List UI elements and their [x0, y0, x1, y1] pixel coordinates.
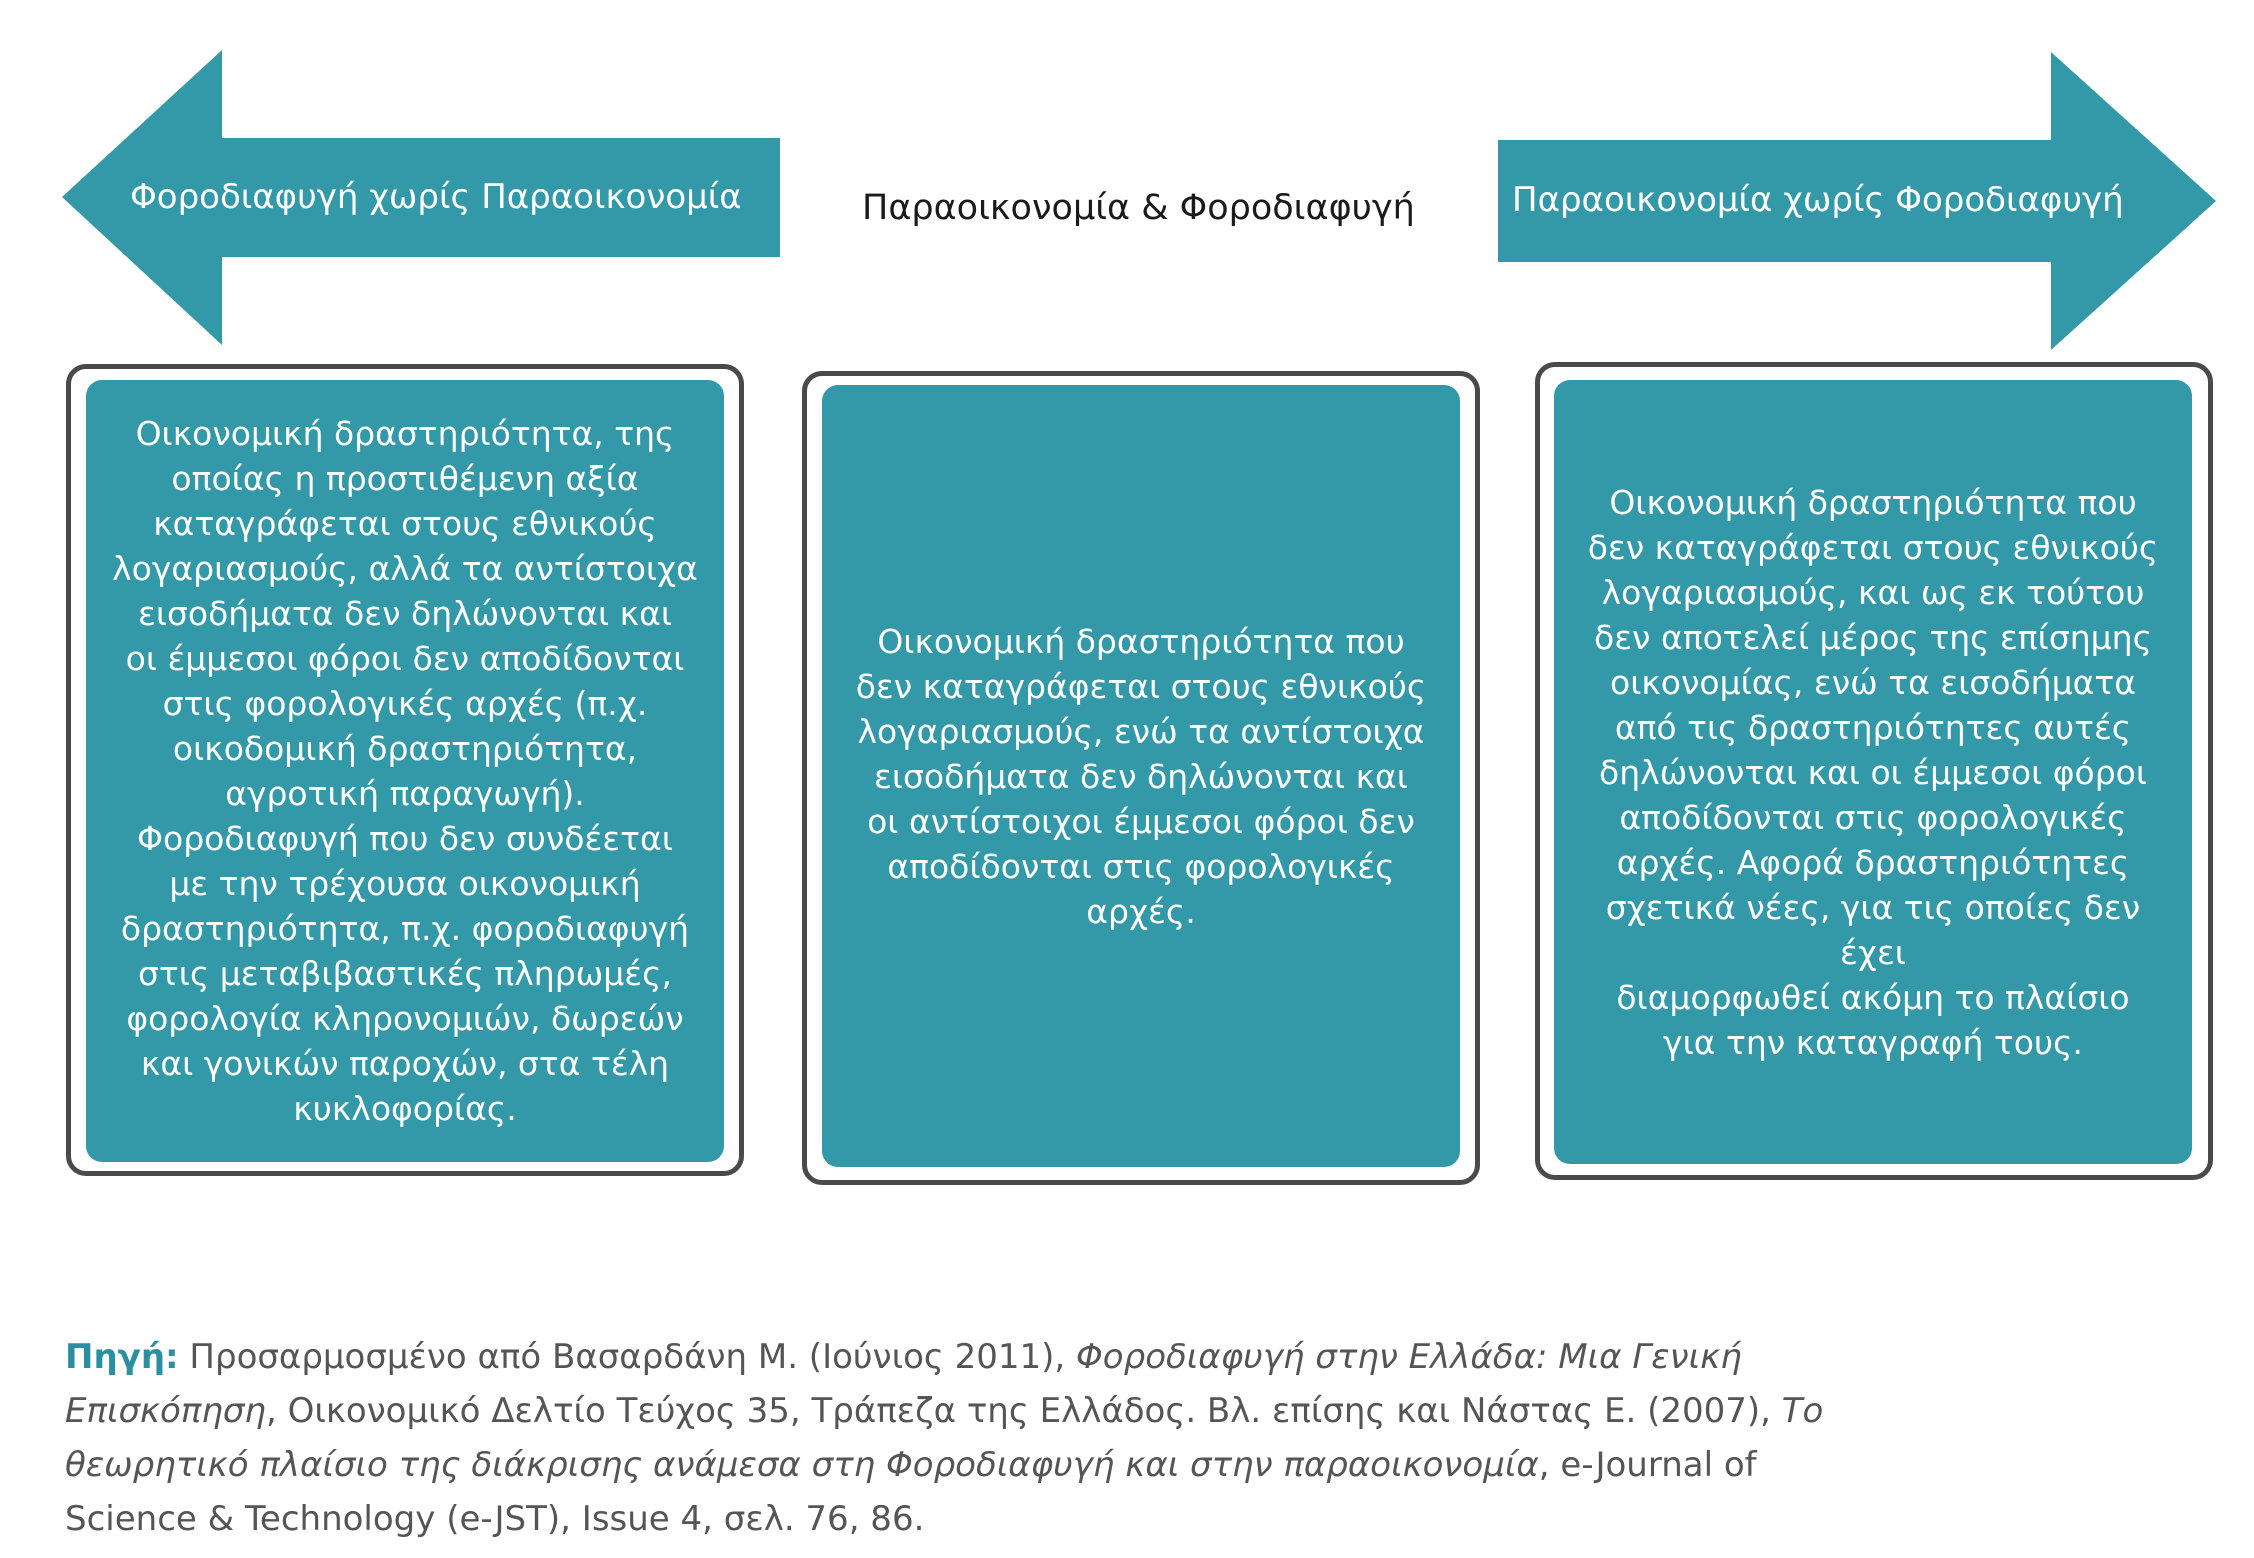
source-title-2: Το θεωρητικό πλαίσιο της διάκρισης ανάμεσα στη Φοροδιαφυγή και στην παραοικονομία: [65, 1391, 1824, 1485]
source-note: [65, 1330, 1865, 1546]
source-title-1: Φοροδιαφυγή στην Ελλάδα: Μια Γενική Επισκόπηση: [65, 1337, 1742, 1431]
right-arrow-label: Παραοικονομία χωρίς Φοροδιαφυγή: [1512, 180, 2124, 220]
center-label: Παραοικονομία & Φοροδιαφυγή: [862, 188, 1415, 228]
box-right-panel: [1554, 380, 2192, 1164]
left-arrow-label: Φοροδιαφυγή χωρίς Παραοικονομία: [130, 177, 742, 217]
box-left-text: Οικονομική δραστηριότητα, της οποίας η προστιθέμενη αξία καταγράφεται στους εθνικούς λογαριασμούς, αλλά τα αντίστοιχα εισοδήματα δεν δηλώνονται και οι έμμεσοι φόροι δεν αποδίδονται στις φορολογικές αρχές (π.χ. οικοδομική δραστηριότητα, αγροτική παραγωγή). Φοροδιαφυγή που δεν συνδέεται με την τρέχουσα οικονομική δραστηριότητα, π.χ. φοροδιαφυγή στις μεταβιβαστικές πληρωμές, φορολογία κληρονομιών, δωρεών και γονικών παροχών, στα τέλη κυκλοφορίας.: [112, 414, 698, 1128]
left-arrow: [62, 50, 782, 345]
box-right-text: Οικονομική δραστηριότητα που δεν καταγράφεται στους εθνικούς λογαριασμούς, και ως εκ τούτου δεν αποτελεί μέρος της επίσημης οικονομίας, ενώ τα εισοδήματα από τις δραστηριότητες αυτές δηλώνονται και οι έμμεσοι φόροι αποδίδονται στις φορολογικές αρχές. Αφορά δραστηριότητες σχετικά νέες, για τις οποίες δεν έχει διαμορφωθεί ακόμη το πλαίσιο για την καταγραφή τους.: [1587, 482, 2159, 1062]
right-arrow: [1498, 52, 2216, 350]
box-center-text: Οικονομική δραστηριότητα που δεν καταγράφεται στους εθνικούς λογαριασμούς, ενώ τα αντίστοιχα εισοδήματα δεν δηλώνονται και οι αντίστοιχοι έμμεσοι φόροι δεν αποδίδονται στις φορολογικές αρχές.: [855, 621, 1427, 931]
source-text-1: Προσαρμοσμένο από Βασαρδάνη Μ. (Ιούνιος 2011),: [178, 1337, 1077, 1377]
source-text-2: , Οικονομικό Δελτίο Τεύχος 35, Τράπεζα της Ελλάδος. Βλ. επίσης και Νάστας Ε. (2007),: [265, 1391, 1782, 1431]
source-label: Πηγή:: [65, 1337, 179, 1377]
box-left-panel: [86, 380, 724, 1162]
source-text-3: , e-Journal of Science & Technology (e-JST), Issue 4, σελ. 76, 86.: [65, 1445, 1757, 1539]
box-center-panel: [822, 385, 1460, 1167]
